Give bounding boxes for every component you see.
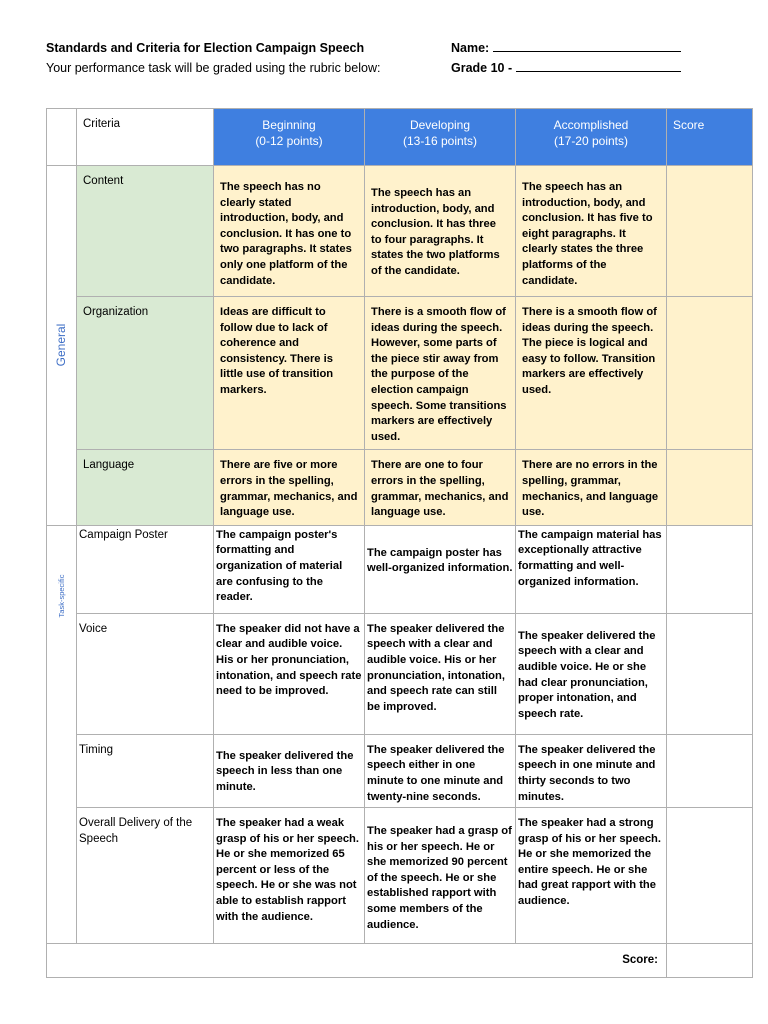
cell-developing: There are one to four errors in the spelling, grammar, mechanics, and language use. xyxy=(365,450,516,525)
header-developing: Developing (13-16 points) xyxy=(365,109,516,166)
table-row xyxy=(47,613,753,734)
cell-beginning: The campaign poster's formatting and organization of material are confusing to the reader. xyxy=(214,525,365,613)
cell-accomplished: There are no errors in the spelling, grammar, mechanics, and language use. xyxy=(516,450,667,525)
cell-accomplished: There is a smooth flow of ideas during the speech. The piece is logical and easy to follow. Transition markers are effectively used. xyxy=(516,297,667,450)
table-row xyxy=(47,525,753,613)
table-row xyxy=(47,808,753,944)
grade-blank-line xyxy=(516,59,681,72)
score-cell[interactable] xyxy=(667,450,753,525)
grade-field[interactable] xyxy=(451,58,681,78)
criterion-label: Content xyxy=(77,166,214,297)
name-label: Name: xyxy=(451,41,490,55)
total-score-label: Score: xyxy=(47,944,667,978)
total-score-cell[interactable] xyxy=(667,944,753,978)
group-task-specific: Task-specific xyxy=(47,525,77,943)
cell-accomplished: The campaign material has exceptionally attractive formatting and well-organized information. xyxy=(516,525,667,613)
cell-developing: There is a smooth flow of ideas during the speech. However, some parts of the piece stir away from the purpose of the election campaign speech. Some transitions markers are effectively used. xyxy=(365,297,516,450)
header-criteria: Criteria xyxy=(77,109,214,166)
cell-developing: The speaker delivered the speech either in one minute to one minute and twenty-nine seconds. xyxy=(365,734,516,807)
rubric-table xyxy=(46,108,753,978)
header-blank-cell xyxy=(47,109,77,166)
cell-beginning: The speaker did not have a clear and audible voice. His or her pronunciation, intonation, and speech rate need to be improved. xyxy=(214,613,365,734)
name-field[interactable] xyxy=(451,38,681,58)
score-cell[interactable] xyxy=(667,613,753,734)
table-header-row xyxy=(47,109,753,166)
table-row xyxy=(47,166,753,297)
score-cell[interactable] xyxy=(667,166,753,297)
table-row xyxy=(47,297,753,450)
grade-label: Grade 10 - xyxy=(451,61,513,75)
total-score-row xyxy=(47,944,753,978)
cell-developing: The speech has an introduction, body, and conclusion. It has three to four paragraphs. It states the two platforms of the candidate. xyxy=(365,166,516,297)
cell-developing: The speaker had a grasp of his or her speech. He or she memorized 90 percent of the speech. He or she established rapport with some members of the audience. xyxy=(365,808,516,944)
table-row xyxy=(47,734,753,807)
cell-beginning: The speaker delivered the speech in less than one minute. xyxy=(214,734,365,807)
name-blank-line xyxy=(493,39,681,52)
criterion-label: Overall Delivery of the Speech xyxy=(77,808,214,944)
score-cell[interactable] xyxy=(667,808,753,944)
cell-accomplished: The speaker delivered the speech in one minute and thirty seconds to two minutes. xyxy=(516,734,667,807)
header-beginning: Beginning (0-12 points) xyxy=(214,109,365,166)
cell-beginning: There are five or more errors in the spelling, grammar, mechanics, and language use. xyxy=(214,450,365,525)
cell-accomplished: The speaker had a strong grasp of his or her speech. He or she memorized the entire speech. He or she had great rapport with the audience. xyxy=(516,808,667,944)
document-title: Standards and Criteria for Election Campaign Speech xyxy=(46,41,365,55)
cell-accomplished: The speaker delivered the speech with a clear and audible voice. He or she had clear pronunciation, proper intonation, and speech rate. xyxy=(516,613,667,734)
criterion-label: Timing xyxy=(77,734,214,807)
header-accomplished: Accomplished (17-20 points) xyxy=(516,109,667,166)
cell-beginning: The speaker had a weak grasp of his or her speech. He or she memorized 65 percent or less of the speech. He or she was not able to establish rapport with the audience. xyxy=(214,808,365,944)
document-subtitle: Your performance task will be graded using the rubric below: xyxy=(46,61,381,75)
cell-beginning: The speech has no clearly stated introduction, body, and conclusion. It has one to two paragraphs. It states only one platform of the candidate. xyxy=(214,166,365,297)
table-row xyxy=(47,450,753,525)
score-cell[interactable] xyxy=(667,525,753,613)
criterion-label: Organization xyxy=(77,297,214,450)
cell-beginning: Ideas are difficult to follow due to lack of coherence and consistency. There is little use of transition markers. xyxy=(214,297,365,450)
criterion-label: Voice xyxy=(77,613,214,734)
cell-developing: The speaker delivered the speech with a clear and audible voice. His or her pronunciation, intonation, and speech rate can still be improved. xyxy=(365,613,516,734)
header-score: Score xyxy=(667,109,753,166)
criterion-label: Campaign Poster xyxy=(77,525,214,613)
document-header xyxy=(46,38,726,78)
criterion-label: Language xyxy=(77,450,214,525)
group-general: General xyxy=(47,166,77,526)
cell-accomplished: The speech has an introduction, body, and conclusion. It has five to eight paragraphs. It clearly states the three platforms of the candidate. xyxy=(516,166,667,297)
cell-developing: The campaign poster has well-organized information. xyxy=(365,525,516,613)
score-cell[interactable] xyxy=(667,297,753,450)
score-cell[interactable] xyxy=(667,734,753,807)
